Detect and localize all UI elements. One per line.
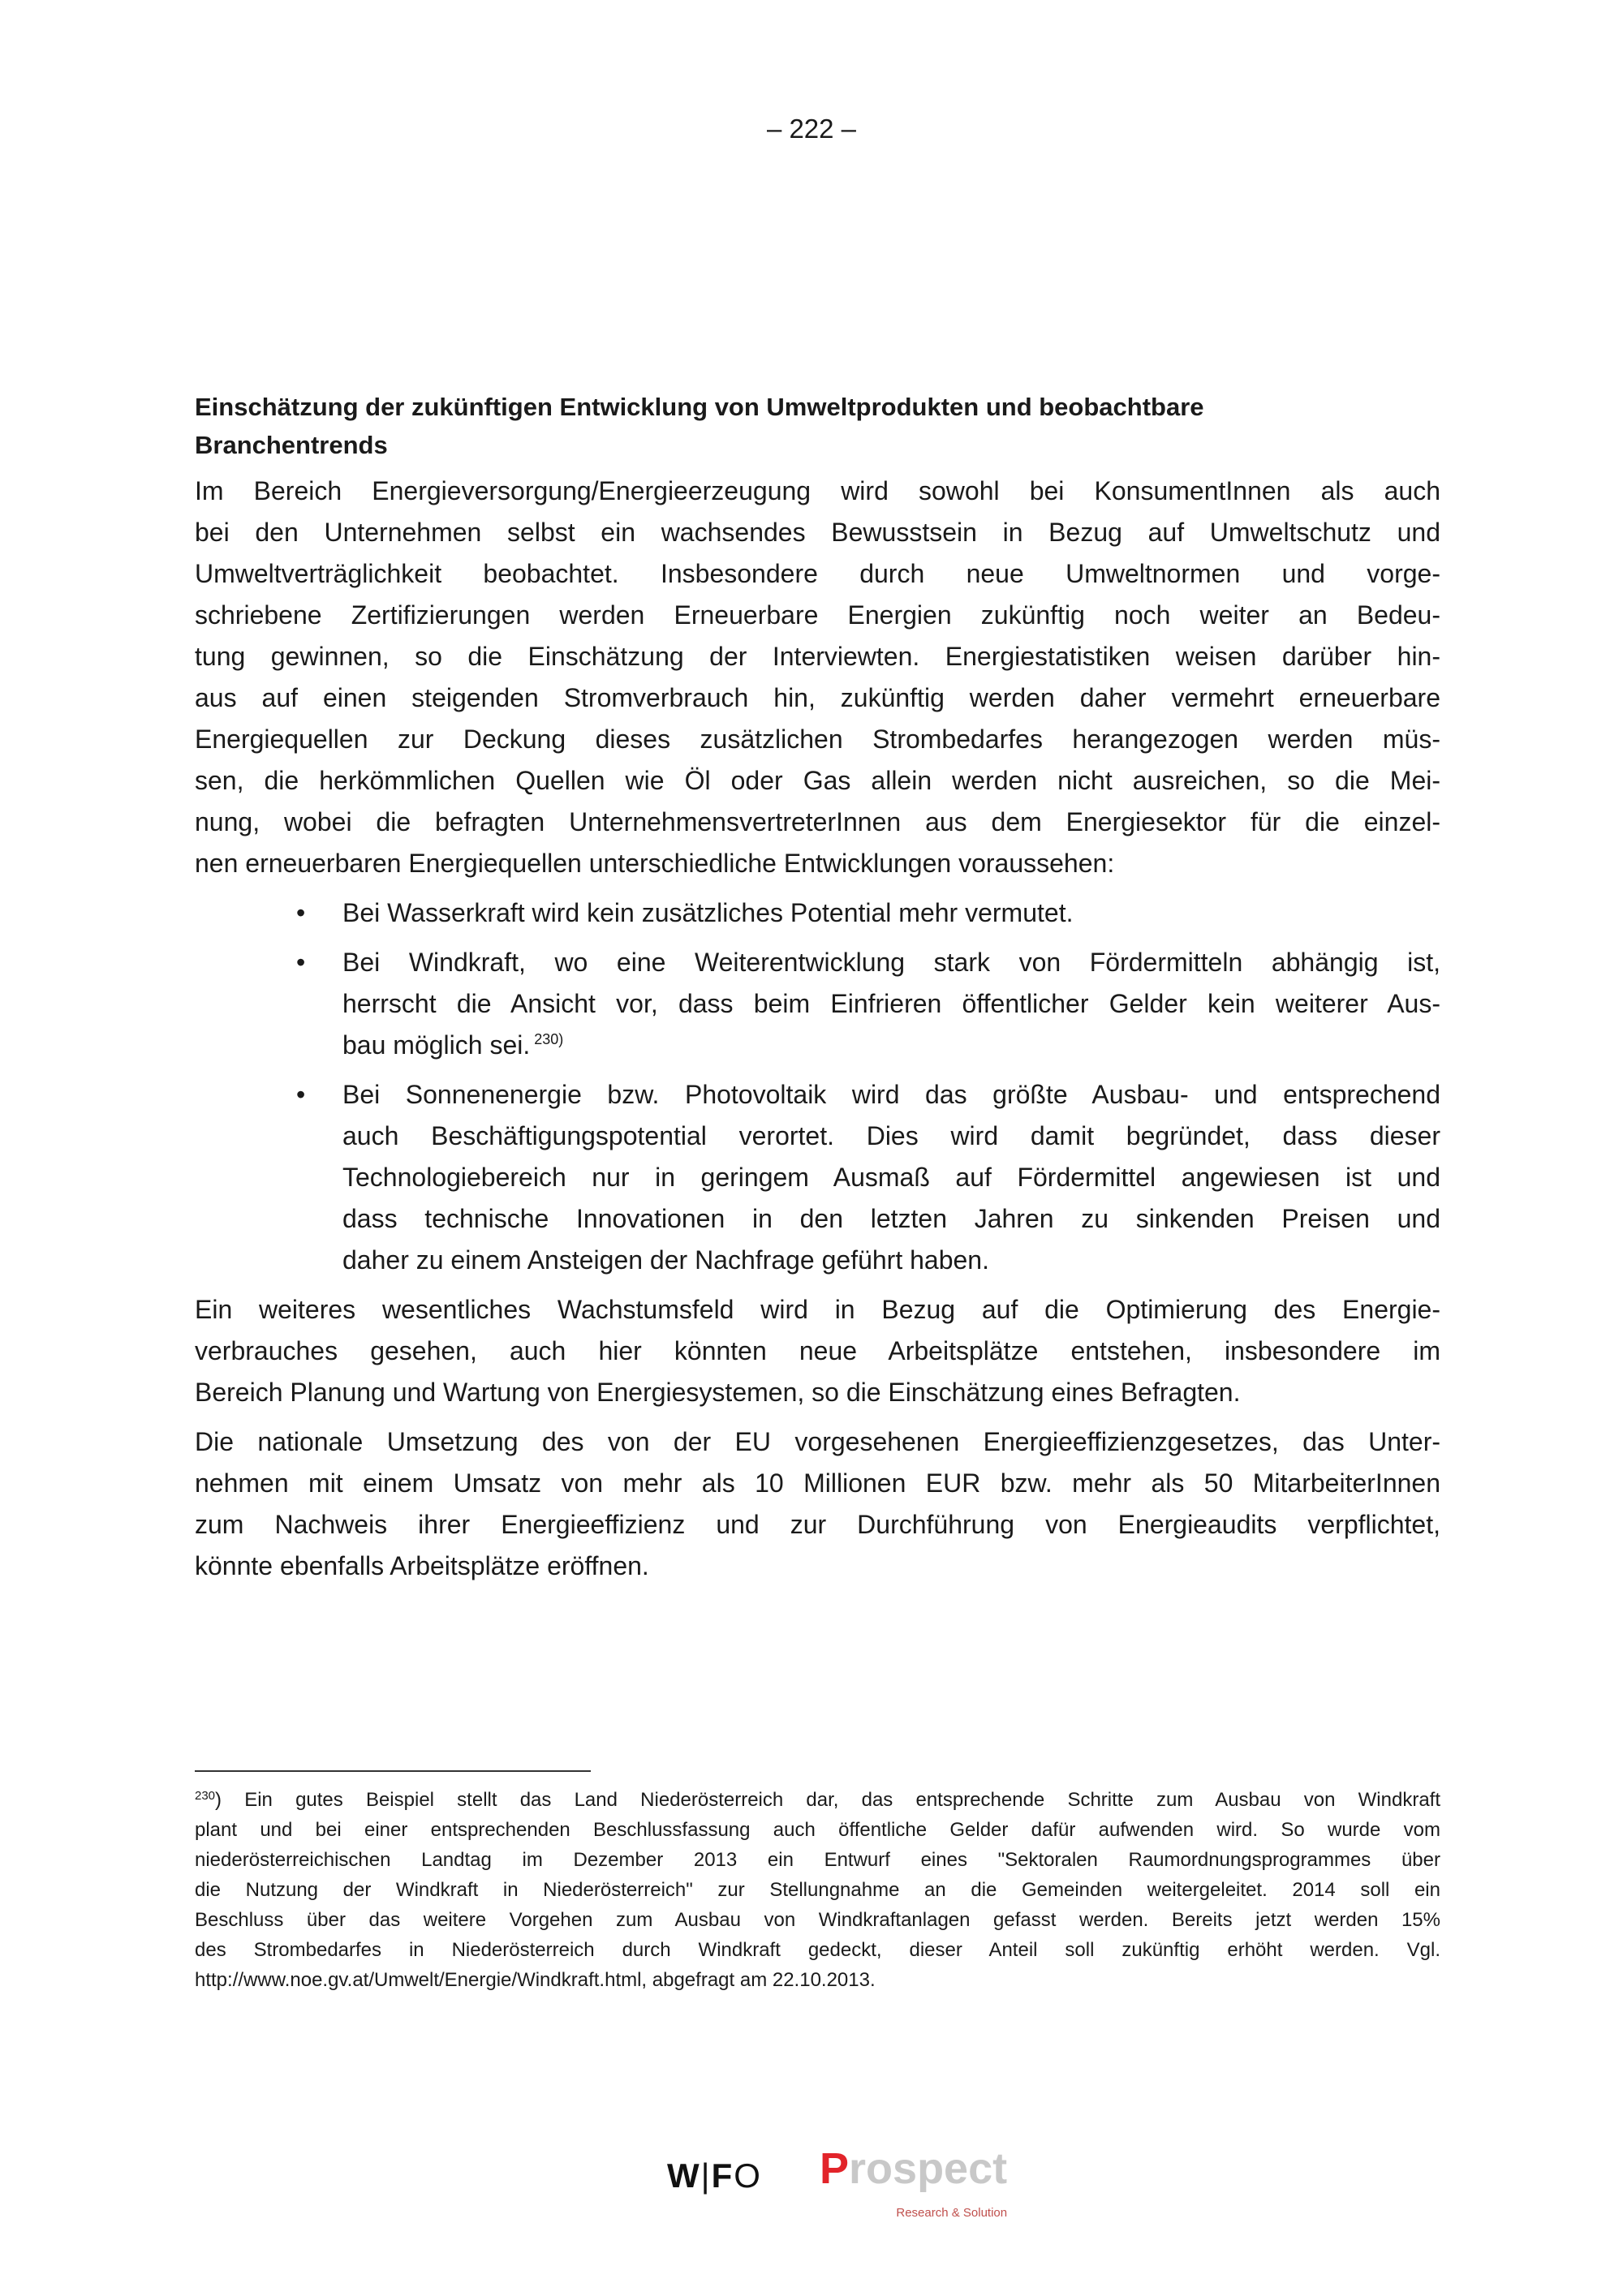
wifo-logo: W|FO <box>667 2156 762 2195</box>
text-line: nehmen mit einem Umsatz von mehr als 10 Millionen EUR bzw. mehr als 50 MitarbeiterInnen <box>195 1468 1440 1498</box>
text-line: zum Nachweis ihrer Energieeffizienz und zur Durchführung von Energieaudits verpflichtet, <box>195 1510 1440 1539</box>
text-line: auch Beschäftigungspotential verortet. Dies wird damit begründet, dass dieser <box>342 1121 1440 1150</box>
prospect-logo: Prospect Research & Solution <box>820 2144 1008 2220</box>
text-line: Umweltverträglichkeit beobachtet. Insbesondere durch neue Umweltnormen und vorge- <box>195 559 1440 588</box>
text-line: aus auf einen steigenden Stromverbrauch hin, zukünftig werden daher vermehrt erneuerbare <box>195 683 1440 712</box>
text-line: Bei Windkraft, wo eine Weiterentwicklung stark von Fördermitteln abhängig ist, <box>342 948 1440 977</box>
text-line: verbrauches gesehen, auch hier könnten neue Arbeitsplätze entstehen, insbesondere im <box>195 1336 1440 1365</box>
footnote-separator <box>195 1770 591 1772</box>
text-line: Bereich Planung und Wartung von Energiesystemen, so die Einschätzung eines Befragten. <box>195 1378 1241 1407</box>
text-line: schriebene Zertifizierungen werden Erneuerbare Energien zukünftig noch weiter an Bedeu- <box>195 600 1440 630</box>
list-item <box>195 1074 1440 1281</box>
paragraph-efficiency-law <box>195 1421 1440 1587</box>
text-line: nen erneuerbaren Energiequellen unterschiedliche Entwicklungen voraussehen: <box>195 849 1115 878</box>
text-line: tung gewinnen, so die Einschätzung der Interviewten. Energiestatistiken weisen darüber hin- <box>195 642 1440 671</box>
footnote-number: 230 <box>195 1789 216 1803</box>
bullet-icon: • <box>296 948 306 977</box>
text-line: des Strombedarfes in Niederösterreich durch Windkraft gedeckt, dieser Anteil soll zukünftig erhöht werden. Vgl. <box>195 1939 1440 1961</box>
text-line: $^{230}$) Ein gutes Beispiel stellt das Land Niederösterreich dar, das entsprechende Schritte zum Ausbau von Windkraft <box>195 1789 1440 1811</box>
text-line: Bei Sonnenenergie bzw. Photovoltaik wird das größte Ausbau- und entsprechend <box>342 1080 1440 1109</box>
bullet-list <box>195 892 1440 1281</box>
text-line: Energiequellen zur Deckung dieses zusätzlichen Strombedarfes herangezogen werden müs- <box>195 724 1440 754</box>
text-line: herrscht die Ansicht vor, dass beim Einfrieren öffentlicher Gelder kein weiterer Aus- <box>342 989 1440 1018</box>
text-line: Beschluss über das weitere Vorgehen zum Ausbau von Windkraftanlagen gefasst werden. Bereits jetzt werden 15% <box>195 1909 1440 1931</box>
text-line: bau möglich sei. $^{230)}$ <box>342 1030 564 1060</box>
list-item <box>195 892 1440 934</box>
paragraph-intro <box>195 471 1440 884</box>
text-line: nung, wobei die befragten UnternehmensvertreterInnen aus dem Energiesektor für die einzel- <box>195 807 1440 836</box>
text-line: Die nationale Umsetzung des von der EU vorgesehenen Energieeffizienzgesetzes, das Unter- <box>195 1427 1440 1456</box>
list-item <box>195 942 1440 1066</box>
text-line: die Nutzung der Windkraft in Niederösterreich" zur Stellungnahme an die Gemeinden weitergeleitet. 2014 soll ein <box>195 1879 1440 1901</box>
page-number: – 222 – <box>766 114 857 144</box>
text-line: plant und bei einer entsprechenden Beschlussfassung auch öffentliche Gelder dafür aufwenden wird. So wurde vom <box>195 1819 1440 1841</box>
text-line: Im Bereich Energieversorgung/Energieerzeugung wird sowohl bei KonsumentInnen als auch <box>195 476 1440 505</box>
bullet-icon: • <box>296 1080 306 1109</box>
paragraph-growth-field <box>195 1289 1440 1413</box>
main-content <box>195 388 1440 1595</box>
text-line: Bei Wasserkraft wird kein zusätzliches Potential mehr vermutet. <box>342 898 1074 927</box>
text-line: daher zu einem Ansteigen der Nachfrage geführt haben. <box>342 1245 989 1275</box>
text-line: dass technische Innovationen in den letzten Jahren zu sinkenden Preisen und <box>342 1204 1440 1233</box>
text-line: Technologiebereich nur in geringem Ausmaß auf Fördermittel angewiesen ist und <box>342 1163 1440 1192</box>
text-line: könnte ebenfalls Arbeitsplätze eröffnen. <box>195 1551 649 1580</box>
text-line: niederösterreichischen Landtag im Dezember 2013 ein Entwurf eines "Sektoralen Raumordnungsprogrammes über <box>195 1849 1440 1871</box>
bullet-icon: • <box>296 898 306 927</box>
heading-line: Branchentrends <box>195 431 388 459</box>
section-heading <box>195 388 1440 464</box>
text-line: http://www.noe.gv.at/Umwelt/Energie/Windkraft.html, abgefragt am 22.10.2013. <box>195 1969 876 1991</box>
footnote-reference[interactable]: 230) <box>530 1031 564 1047</box>
heading-line: Einschätzung der zukünftigen Entwicklung von Umweltprodukten und beobachtbare <box>195 393 1204 421</box>
text-line: Ein weiteres wesentliches Wachstumsfeld wird in Bezug auf die Optimierung des Energie- <box>195 1295 1440 1324</box>
text-line: sen, die herkömmlichen Quellen wie Öl oder Gas allein werden nicht ausreichen, so die Mei- <box>195 766 1440 795</box>
footnote-230 <box>195 1785 1440 1995</box>
text-line: bei den Unternehmen selbst ein wachsendes Bewusstsein in Bezug auf Umweltschutz und <box>195 518 1440 547</box>
